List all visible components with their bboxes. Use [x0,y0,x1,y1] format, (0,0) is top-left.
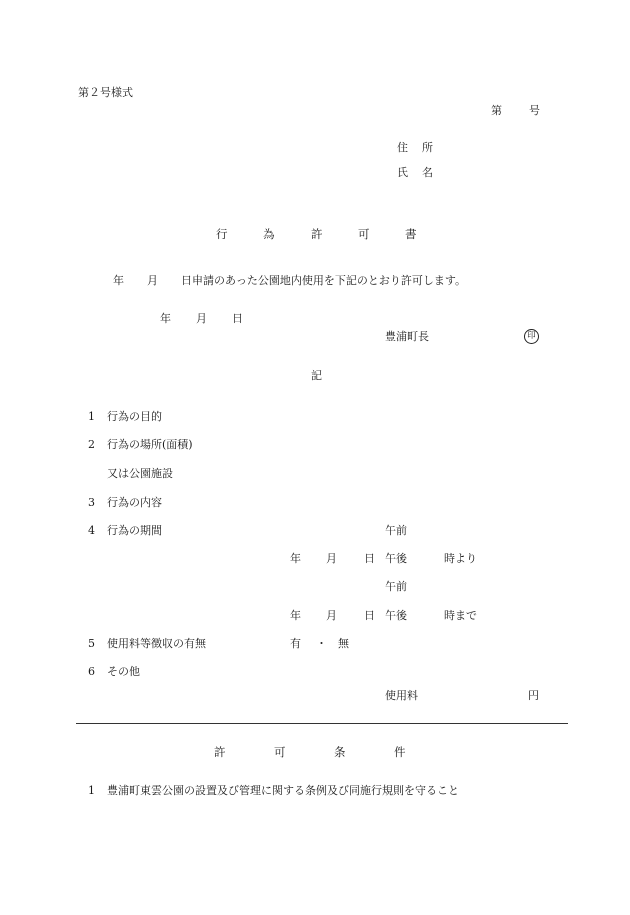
item-label: その他 [107,665,140,678]
address-label-char-2: 所 [422,141,433,154]
period-am: 午前 [385,580,407,593]
issuer-title: 豊浦町長 [385,330,429,343]
item-number: 1 [88,410,95,423]
period-pm: 午後 [385,552,407,565]
fee-presence-dot: ・ [316,637,327,650]
conditions-title-char: 可 [274,745,286,759]
item-label: 使用料等徴収の有無 [107,637,206,650]
period-start-year: 年 [290,552,301,565]
seal-icon: 印 [524,329,539,344]
section-divider [76,723,568,724]
form-number: 第２号様式 [78,86,133,99]
item-label: 行為の目的 [107,410,162,423]
period-to: 時まで [444,609,477,622]
doc-number-suffix: 号 [529,104,540,117]
item-label: 行為の期間 [107,524,162,537]
intro-year: 年 [113,274,124,287]
fee-unit: 円 [528,689,539,702]
conditions-title-char: 許 [214,745,226,759]
condition-number: 1 [88,784,95,797]
doc-title-char: 許 [311,227,323,241]
name-label-char-1: 氏 [397,166,408,179]
period-end-day: 日 [364,609,375,622]
item-label: 行為の内容 [107,496,162,509]
period-from: 時より [444,552,477,565]
issue-date-year: 年 [160,312,171,325]
doc-title-char: 可 [358,227,370,241]
item-number: 4 [88,524,95,537]
condition-text: 豊浦町東雲公園の設置及び管理に関する条例及び同施行規則を守ること [107,784,459,797]
fee-presence-yes: 有 [290,637,301,650]
intro-text: 日申請のあった公園地内使用を下記のとおり許可します。 [181,274,467,287]
item-label: 又は公園施設 [107,467,173,480]
item-number: 3 [88,496,95,509]
period-start-month: 月 [326,552,337,565]
conditions-title-char: 条 [334,745,346,759]
fee-label: 使用料 [385,689,418,702]
issue-date-month: 月 [196,312,207,325]
period-end-month: 月 [326,609,337,622]
intro-month: 月 [147,274,158,287]
doc-number-prefix: 第 [491,104,502,117]
doc-title-char: 行 [216,227,228,241]
address-label-char-1: 住 [397,141,408,154]
period-am: 午前 [385,524,407,537]
item-number: 5 [88,637,95,650]
doc-title-char: 書 [405,227,417,241]
item-label: 行為の場所(面積) [107,438,193,451]
item-number: 2 [88,438,95,451]
period-pm: 午後 [385,609,407,622]
ki-heading: 記 [311,369,322,382]
item-number: 6 [88,665,95,678]
issue-date-day: 日 [232,312,243,325]
doc-title-char: 為 [263,227,275,241]
fee-presence-no: 無 [338,637,349,650]
period-start-day: 日 [364,552,375,565]
period-end-year: 年 [290,609,301,622]
name-label-char-2: 名 [422,166,433,179]
conditions-title-char: 件 [394,745,406,759]
